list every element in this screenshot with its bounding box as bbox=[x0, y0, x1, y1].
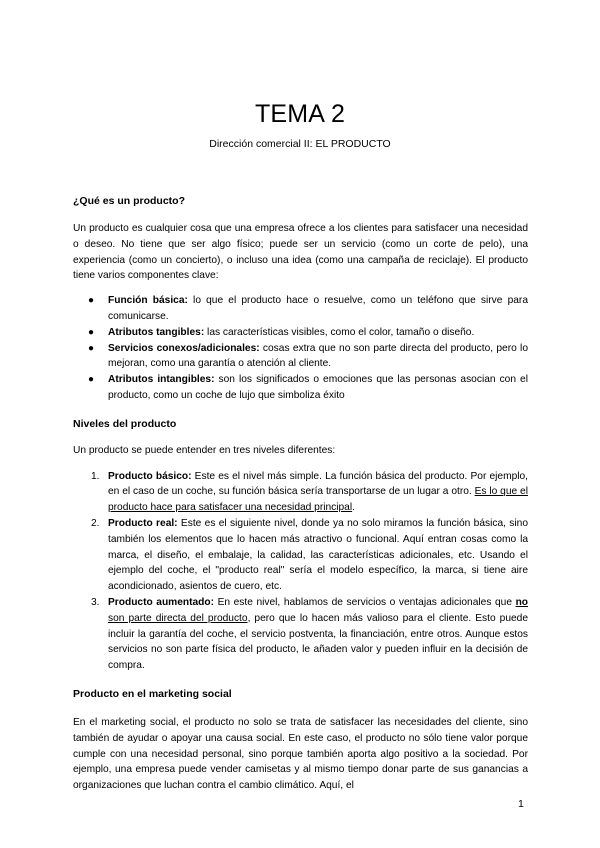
section-paragraph-que-es: Un producto es cualquier cosa que una empresa ofrece a los clientes para satisfacer una necesidad o deseo. No tiene que ser algo físico; puede ser un servicio (como un corte de pelo), una experiencia (como un concierto), o incluso una idea (como una campaña de reciclaje). El producto tiene varios componentes clave: bbox=[73, 223, 528, 282]
list-item bbox=[73, 325, 528, 341]
list-number: 3. bbox=[91, 596, 100, 608]
list-item-text: lo que el producto hace o resuelve, como un teléfono que sirve para comunicarse. bbox=[108, 295, 528, 322]
section-paragraph-niveles: Un producto se puede entender en tres niveles diferentes: bbox=[73, 444, 336, 456]
section-heading-que-es: ¿Qué es un producto? bbox=[73, 195, 185, 207]
list-item-term: Producto básico: bbox=[108, 470, 192, 482]
underlined-text: Es lo que el producto hace para satisfacer una necesidad principal bbox=[108, 486, 528, 514]
document-title: TEMA 2 bbox=[254, 100, 346, 128]
list-item-term: Atributos intangibles: bbox=[108, 374, 215, 386]
list-item-term: Producto real: bbox=[108, 517, 178, 529]
list-item-term: Producto aumentado: bbox=[108, 596, 215, 608]
page-number: 1 bbox=[518, 798, 524, 810]
components-list bbox=[73, 293, 528, 404]
list-item-text: En este nivel, hablamos de servicios o ventajas adicionales que bbox=[214, 596, 516, 608]
list-item-text-continued: , pero que lo hacen más valioso para el cliente. Esto puede incluir la garantía del coche, el servicio postventa, la financiación, entre otros. Aunque estos servicios no son parte física del producto, le añaden valor y pueden influir en la decisión de compra. bbox=[108, 612, 528, 672]
bullet-icon: ● bbox=[88, 342, 95, 354]
list-item bbox=[73, 293, 528, 325]
levels-list bbox=[73, 469, 528, 674]
list-item bbox=[73, 469, 528, 516]
bullet-icon: ● bbox=[88, 295, 95, 307]
bullet-icon: ● bbox=[88, 374, 95, 386]
list-item-term: Atributos tangibles: bbox=[108, 326, 205, 338]
bullet-icon: ● bbox=[88, 326, 95, 338]
list-item-term: Función básica: bbox=[108, 295, 188, 307]
list-item-term: Servicios conexos/adicionales: bbox=[108, 342, 260, 354]
list-number: 2. bbox=[91, 517, 100, 529]
underlined-bold-text: no bbox=[515, 596, 529, 608]
list-item-text: son los significados o emociones que las personas asocian con el producto, como un coche de lujo que simboliza éxito bbox=[108, 374, 528, 401]
list-item bbox=[73, 372, 528, 404]
list-item bbox=[73, 516, 528, 595]
list-item-text: las características visibles, como el color, tamaño o diseño. bbox=[204, 326, 475, 338]
section-paragraph-marketing-social: En el marketing social, el producto no solo se trata de satisfacer las necesidades del cliente, sino también de ayudar o apoyar una causa social. En este caso, el producto no sólo tiene valor porque cumple con una necesidad personal, sino porque también aporta algo positivo a la sociedad. Por ejemplo, una empresa puede vender camisetas y al mismo tiempo donar parte de sus ganancias a organizaciones que luchan contra el cambio climático. Aquí, el bbox=[73, 716, 528, 792]
document-subtitle: Dirección comercial II: EL PRODUCTO bbox=[209, 138, 391, 150]
section-heading-niveles: Niveles del producto bbox=[73, 417, 177, 430]
list-item bbox=[73, 341, 528, 373]
underlined-rest-text: son parte directa del producto bbox=[108, 612, 248, 624]
document-body bbox=[73, 194, 528, 794]
list-item-text: cosas extra que no son parte directa del producto, pero lo mejoran, como una garantía o atención al cliente. bbox=[108, 342, 528, 370]
list-item bbox=[73, 595, 528, 674]
list-item-tail: . bbox=[352, 502, 355, 514]
list-item-text: Este es el nivel más simple. La función básica del producto. Por ejemplo, en el caso de un coche, su función básica sería transportarse de un lugar a otro. bbox=[108, 470, 528, 498]
list-item-text: Este es el siguiente nivel, donde ya no solo miramos la función básica, sino también los elementos que lo hacen más atractivo o funcional. Aquí entran cosas como la marca, el diseño, el embalaje, la calidad, las características adicionales, etc. Usando el ejemplo del coche, el "producto real" sería el modelo específico, la marca, si tiene aire acondicionado, asientos de cuero, etc. bbox=[108, 517, 528, 593]
list-number: 1. bbox=[91, 470, 100, 482]
section-heading-marketing-social: Producto en el marketing social bbox=[73, 687, 232, 700]
